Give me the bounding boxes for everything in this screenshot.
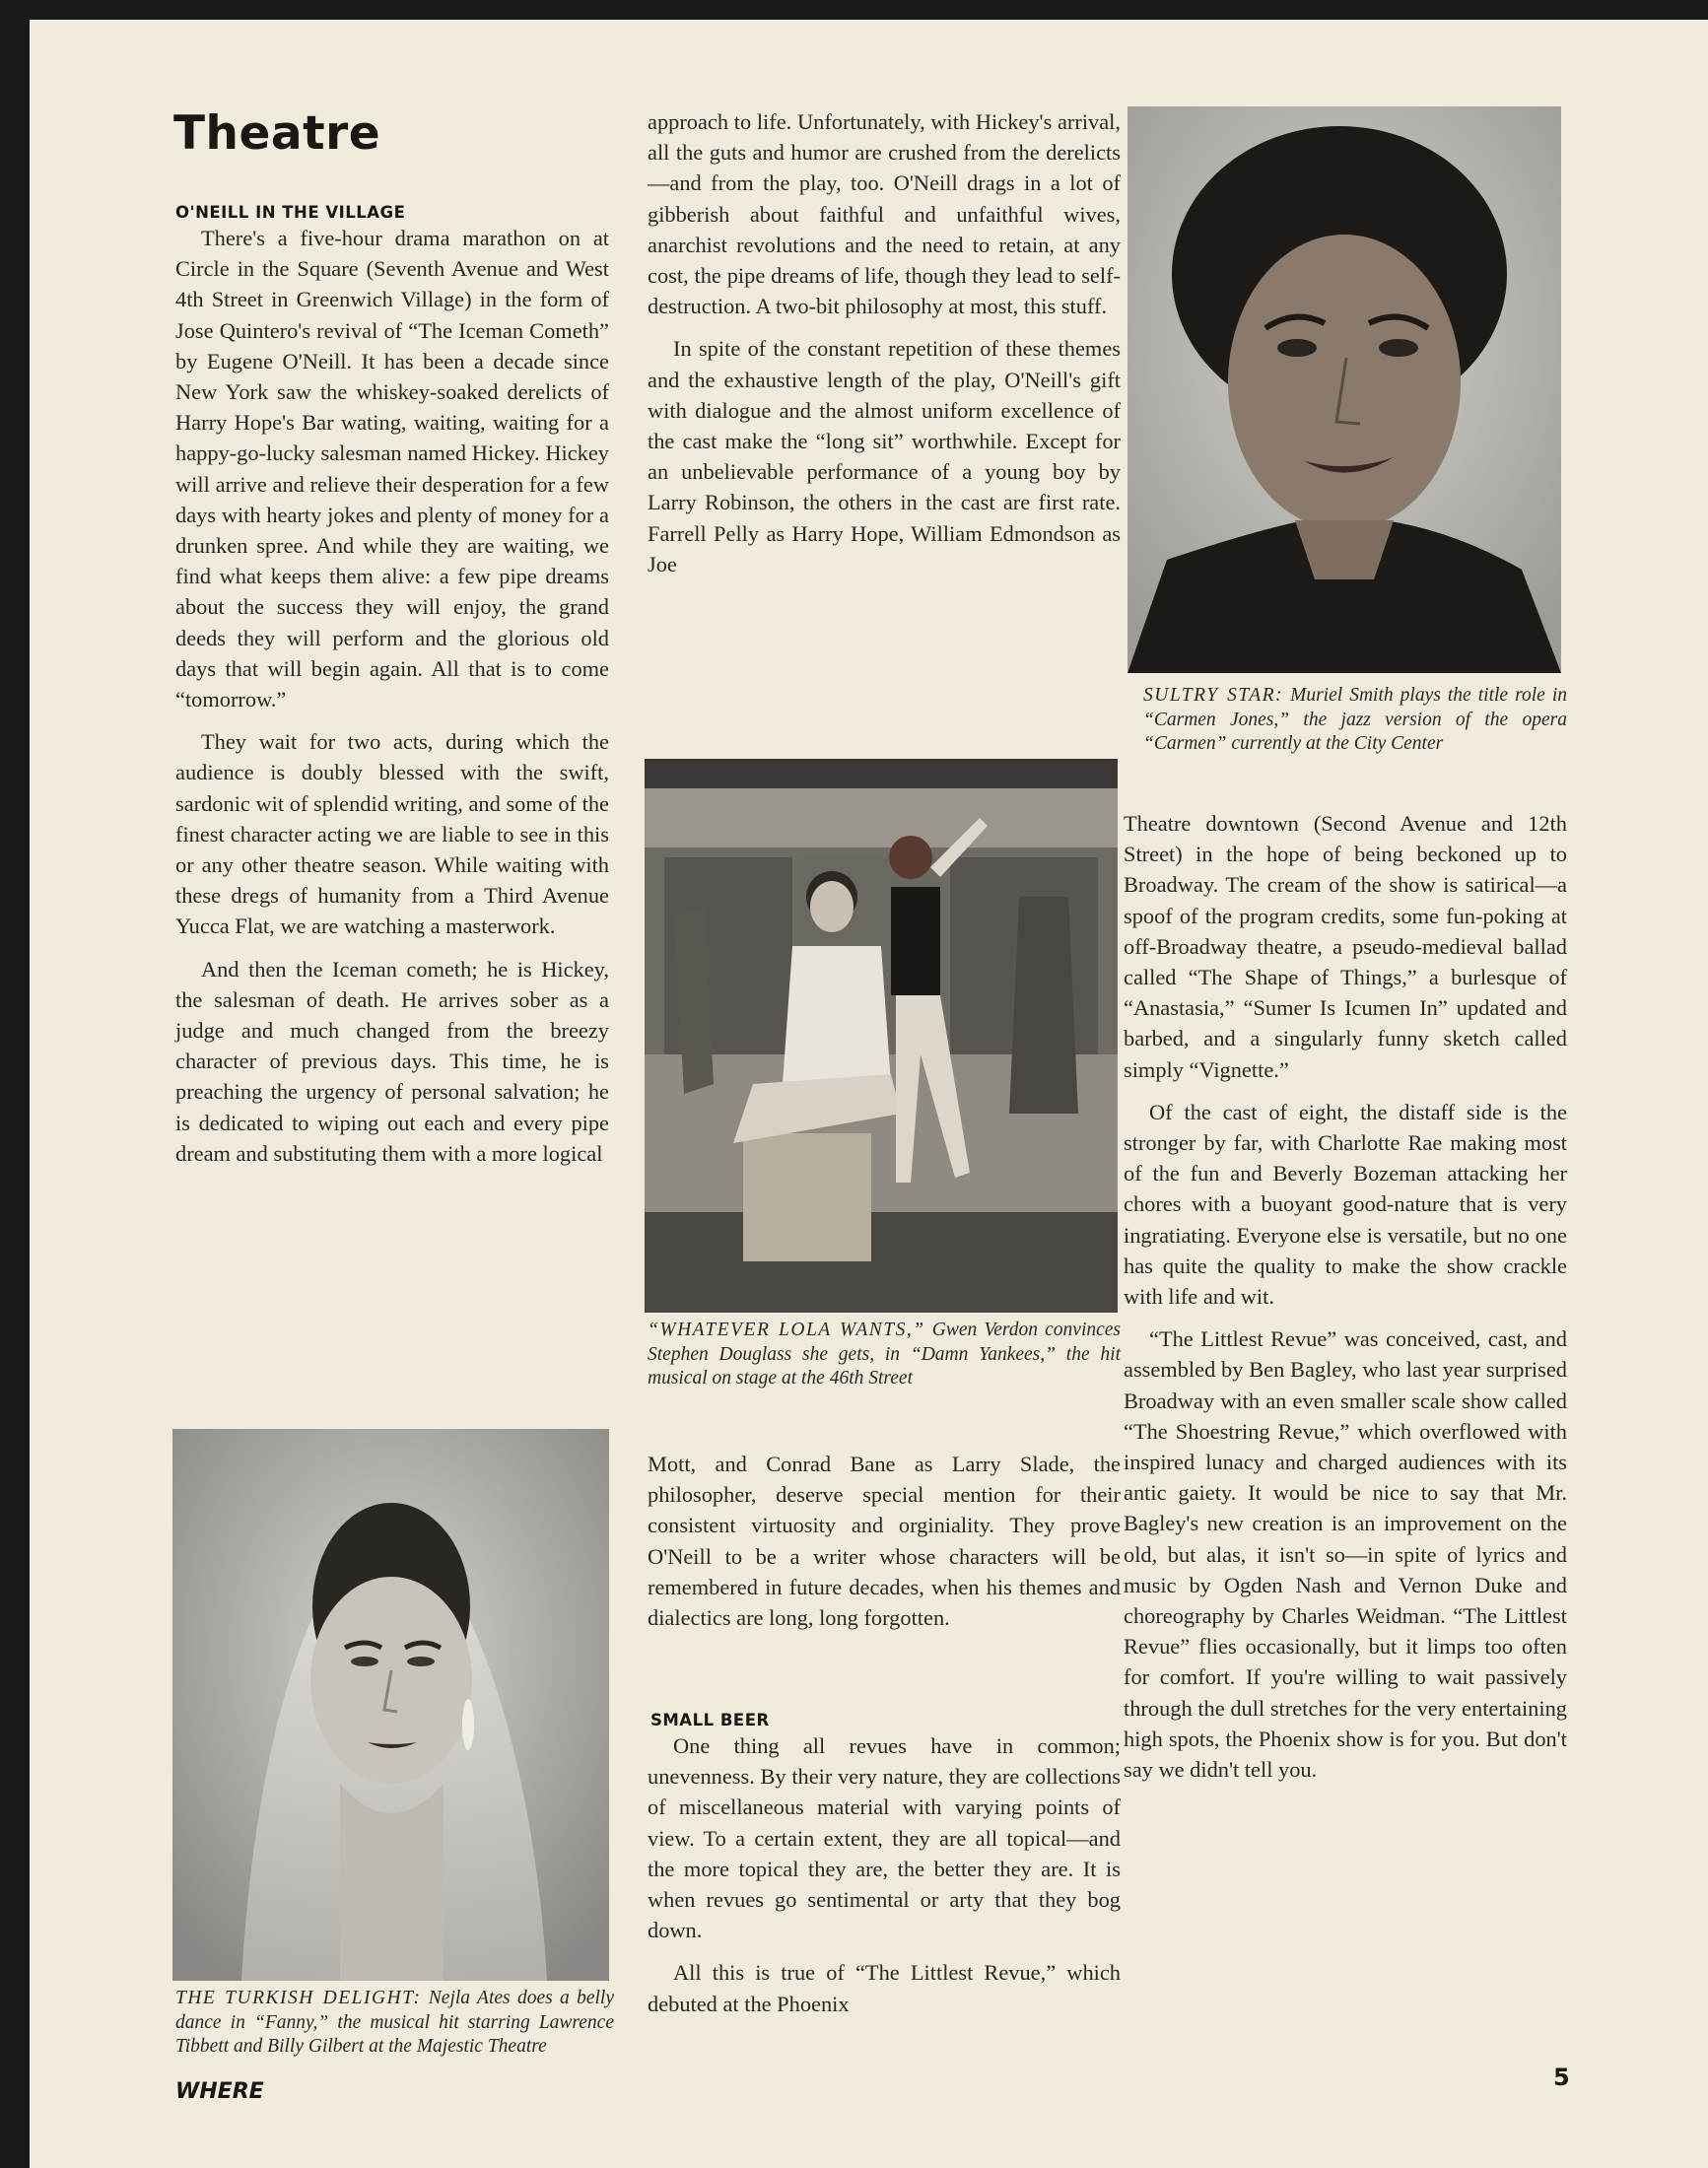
caption-text: Muriel Smith plays the title role in “Carmen Jones,” the jazz version of the opera “Carmen” currently at the City Center: [1143, 685, 1568, 754]
photo-damn-yankees: [645, 759, 1118, 1313]
column-3-text: [1124, 808, 1567, 1796]
paragraph: There's a five-hour drama marathon on at Circle in the Square (Seventh Avenue and West 4th Street in Greenwich Village) in the form of Jose Quintero's revival of “The Iceman Cometh” by Eugene O'Neill. It has been a decade since New York saw the whiskey-soaked derelicts of Harry Hope's Bar wating, waiting, waiting for a happy-go-lucky salesman named Hickey. Hickey will arrive and relieve their desperation for a few days with hearty jokes and plenty of money for a drunken spree. And while they are waiting, we find what keeps them alive: a few pipe dreams about the success they will enjoy, the grand deeds they will perform and the glorious old days that will begin again. All that is to come “tomorrow.”: [175, 226, 609, 712]
paragraph: Of the cast of eight, the distaff side is the stronger by far, with Charlotte Rae making most of the fun and Beverly Bozeman attacking her chores with a buoyant good-nature that is very ingratiating. Everyone else is versatile, but no one has quite the quality to make the show crackle with life and wit.: [1124, 1099, 1567, 1310]
caption-text: Gwen Verdon convinces Stephen Douglass she gets, in “Damn Yankees,” the hit musical on stage at the 46th Street: [648, 1320, 1122, 1389]
column-2-text-continued: [648, 1449, 1121, 1645]
caption-turkish-delight: [175, 1987, 614, 2060]
portrait-illustration: [1127, 106, 1561, 673]
column-2-small-beer: [648, 1730, 1121, 2031]
caption-lead: SULTRY STAR:: [1143, 685, 1284, 706]
column-2-text: [648, 106, 1121, 591]
paragraph: Theatre downtown (Second Avenue and 12th Street) in the hope of being beckoned up to Broadway. The cream of the show is satirical—a spoof of the program credits, some fun-poking at off-Broadway theatre, a pseudo-medieval ballad called “The Shape of Things,” a burlesque of “Anastasia,” “Sumer Is Icumen In” updated and barbed, and a singularly funny sketch called simply “Vignette.”: [1124, 811, 1567, 1082]
article-heading-oneill: O'NEILL IN THE VILLAGE: [175, 203, 406, 222]
column-1-text: [175, 223, 609, 1181]
publication-name: WHERE: [175, 2079, 264, 2104]
paragraph: All this is true of “The Littlest Revue,” which debuted at the Phoenix: [648, 1960, 1121, 2016]
paragraph: “The Littlest Revue” was conceived, cast, and assembled by Ben Bagley, who last year surprised Broadway with an even smaller scale show called “The Shoestring Revue,” which overflowed with inspired lunacy and charged audiences with its antic gaiety. It would be nice to say that Mr. Bagley's new creation is an improvement on the old, but alas, it isn't so—in spite of lyrics and music by Ogden Nash and Vernon Duke and choreography by Charles Weidman. “The Littlest Revue” flies occasionally, but it limps too often for comfort. If you're willing to wait passively through the dull stretches for the very entertaining high spots, the Phoenix show is for you. But don't say we didn't tell you.: [1124, 1326, 1567, 1783]
stage-scene-illustration: [645, 759, 1118, 1313]
magazine-page: [30, 20, 1708, 2168]
article-heading-small-beer: SMALL BEER: [650, 1711, 770, 1729]
caption-whatever-lola-wants: [648, 1319, 1121, 1391]
section-title: Theatre: [173, 106, 381, 161]
photo-muriel-smith: [1127, 106, 1561, 673]
paragraph: In spite of the constant repetition of these themes and the exhaustive length of the play, O'Neill's gift with dialogue and the almost uniform excellence of the cast make the “long sit” worthwhile. Except for an unbelievable performance of a young boy by Larry Robinson, the others in the cast are first rate. Farrell Pelly as Harry Hope, William Edmondson as Joe: [648, 336, 1121, 576]
portrait-illustration: [172, 1429, 609, 1981]
caption-sultry-star: [1143, 684, 1567, 757]
paragraph: They wait for two acts, during which the audience is doubly blessed with the swift, sardonic wit of splendid writing, and some of the finest character acting we are liable to see in this or any other theatre season. While waiting with these dregs of humanity from a Third Avenue Yucca Flat, we are watching a masterwork.: [175, 729, 609, 939]
paragraph: One thing all revues have in common; unevenness. By their very nature, they are collections of miscellaneous material with varying points of view. To a certain extent, they are all topical—and the more topical they are, the better they are. It is when revues go sentimental or arty that they bog down.: [648, 1733, 1121, 1943]
paragraph: And then the Iceman cometh; he is Hickey, the salesman of death. He arrives sober as a judge and much changed from the breezy character of previous days. This time, he is preaching the urgency of personal salvation; he is dedicated to wiping out each and every pipe dream and substituting them with a more logical: [175, 956, 609, 1166]
paragraph: approach to life. Unfortunately, with Hickey's arrival, all the guts and humor are crushed from the derelicts—and from the play, too. O'Neill drags in a lot of gibberish about faithful and unfaithful wives, anarchist revolutions and the need to retain, at any cost, the pipe dreams of life, though they lead to self-destruction. A two-bit philosophy at most, this stuff.: [648, 109, 1121, 319]
caption-lead: THE TURKISH DELIGHT:: [175, 1988, 422, 2008]
page-number: 5: [1553, 2064, 1570, 2091]
caption-text: Nejla Ates does a belly dance in “Fanny,” the musical hit starring Lawrence Tibbett and Billy Gilbert at the Majestic Theatre: [175, 1988, 615, 2057]
paragraph: Mott, and Conrad Bane as Larry Slade, the philosopher, deserve special mention for their consistent virtuosity and orginiality. They prove O'Neill to be a writer whose characters will be remembered in future decades, when his themes and dialectics are long, long forgotten.: [648, 1452, 1121, 1631]
caption-lead: “WHATEVER LOLA WANTS,”: [648, 1320, 925, 1340]
photo-nejla-ates: [172, 1429, 609, 1981]
